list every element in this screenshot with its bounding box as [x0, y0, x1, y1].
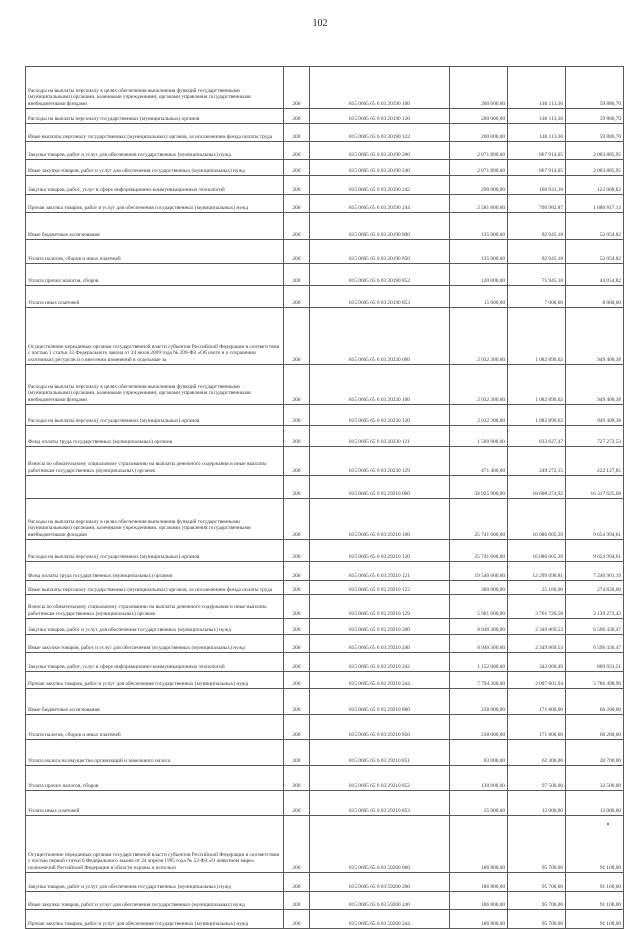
approved-amount-cell: 186 800,00 — [450, 892, 508, 910]
executed-amount-cell: 2 349 869,53 — [508, 619, 566, 635]
expense-name-cell: Осуществление переданных органам государственной власти субъектов Российской Федерации в соответствии с частью первой статьи 6 Федерального закона от 24 апреля 1995 года № 52-ФЗ «О животном мире» полномочий Российской Федерации в области охраны и использо — [26, 816, 284, 873]
unexecuted-amount-cell: 13 000,00 — [566, 791, 624, 816]
unexecuted-amount-cell: 949 400,38 — [566, 308, 624, 365]
executed-amount-cell: 2 349 869,53 — [508, 635, 566, 653]
line-code-cell: 200 — [284, 562, 310, 581]
expense-name-cell: Прочая закупка товаров, работ и услуг для обеспечения государственных (муниципальных) нужд — [26, 672, 284, 689]
executed-amount-cell: 7 000,00 — [508, 286, 566, 308]
unexecuted-amount-cell: 6 596 430,47 — [566, 619, 624, 635]
line-code-cell: 200 — [284, 264, 310, 286]
budget-classification-code-cell: 815 0605 65 6 03 20190 240 — [310, 160, 450, 176]
unexecuted-amount-cell: 59 886,70 — [566, 109, 624, 124]
budget-classification-code-cell: 815 0605 65 6 03 29210 800 — [310, 689, 450, 715]
budget-classification-code-cell: 815 0605 65 6 03 29210 200 — [310, 619, 450, 635]
expense-name-cell: Иные выплаты персоналу государственных (муниципальных) органов, за исключением фонда оплаты труда — [26, 124, 284, 142]
unexecuted-amount-cell: 2 139 273,42 — [566, 595, 624, 619]
approved-amount-cell: 15 000,00 — [450, 286, 508, 308]
unexecuted-amount-cell: 809 931,51 — [566, 653, 624, 672]
table-row — [26, 653, 624, 672]
budget-classification-code-cell: 815 0605 65 6 03 29210 129 — [310, 595, 450, 619]
expense-name-cell: Закупка товаров, работ, услуг в сфере информационно-коммуникационных технологий — [26, 176, 284, 195]
table-row — [26, 791, 624, 816]
executed-amount-cell: 3 761 726,58 — [508, 595, 566, 619]
budget-classification-code-cell: 815 0605 65 6 03 59200 244 — [310, 910, 450, 929]
unexecuted-amount-cell: 123 068,82 — [566, 176, 624, 195]
table-row — [26, 635, 624, 653]
executed-amount-cell: 95 700,00 — [508, 910, 566, 929]
approved-amount-cell: 2 581 800,00 — [450, 195, 508, 213]
budget-classification-code-cell: 815 0605 65 6 03 29210 851 — [310, 740, 450, 766]
approved-amount-cell: 120 000,00 — [450, 264, 508, 286]
approved-amount-cell: 238 000,00 — [450, 689, 508, 715]
expense-name-cell: Прочая закупка товаров, работ и услуг для обеспечения государственных (муниципальных) нужд — [26, 195, 284, 213]
budget-classification-code-cell: 815 0605 65 6 03 29210 000 — [310, 476, 450, 499]
table-row — [26, 109, 624, 124]
line-code-cell: 200 — [284, 426, 310, 447]
table-row — [26, 426, 624, 447]
approved-amount-cell: 2 871 800,00 — [450, 160, 508, 176]
approved-amount-cell: 1 152 000,00 — [450, 653, 508, 672]
executed-amount-cell: 62 300,00 — [508, 740, 566, 766]
approved-amount-cell: 83 000,00 — [450, 740, 508, 766]
approved-amount-cell: 2 032 300,00 — [450, 365, 508, 405]
executed-amount-cell: 342 068,49 — [508, 653, 566, 672]
expense-name-cell: Осуществление переданных органам государственной власти субъектов Российской Федерации в соответствии с частью 1 статьи 33 Федерального закона от 24 июля 2009 года № 209-ФЗ «Об охоте и о сохранении охотничьих ресурсов и о внесении изменений в отдельные за — [26, 308, 284, 365]
approved-amount-cell: 2 871 800,00 — [450, 142, 508, 160]
expense-name-cell: Расходы на выплаты персоналу в целях обеспечения выполнения функций государственными (муниципальными) органами, казенными учреждениями, органами управления государственными внебюджетными фондами — [26, 499, 284, 540]
table-row — [26, 540, 624, 562]
table-row — [26, 499, 624, 540]
line-code-cell: 200 — [284, 910, 310, 929]
table-row — [26, 581, 624, 595]
approved-amount-cell: 8 946 300,00 — [450, 619, 508, 635]
executed-amount-cell: 140 113,30 — [508, 109, 566, 124]
expense-name-cell: Уплата прочих налогов, сборов — [26, 766, 284, 791]
table-row — [26, 240, 624, 264]
table-row — [26, 264, 624, 286]
budget-classification-code-cell: 815 0605 65 6 03 29210 852 — [310, 766, 450, 791]
unexecuted-amount-cell: 7 240 901,19 — [566, 562, 624, 581]
unexecuted-amount-cell: 2 003 885,95 — [566, 160, 624, 176]
expense-name-cell: Взносы по обязательному социальному страхованию на выплаты денежного содержания и иные выплаты работникам государственных (муниципальных) органов — [26, 447, 284, 476]
executed-amount-cell: 867 914,05 — [508, 160, 566, 176]
budget-classification-code-cell: 815 0605 65 6 03 20190 852 — [310, 264, 450, 286]
budget-classification-code-cell: 815 0605 65 6 03 29210 100 — [310, 499, 450, 540]
expense-name-cell: Уплата иных платежей — [26, 791, 284, 816]
expense-name-cell — [26, 476, 284, 499]
line-code-cell: 200 — [284, 176, 310, 195]
line-code-cell: 200 — [284, 595, 310, 619]
unexecuted-amount-cell: 66 200,00 — [566, 689, 624, 715]
table-row — [26, 619, 624, 635]
approved-amount-cell: 130 000,00 — [450, 766, 508, 791]
table-row — [26, 672, 624, 689]
line-code-cell: 200 — [284, 689, 310, 715]
expense-name-cell: Расходы на выплаты персоналу в целях обеспечения выполнения функций государственными (муниципальными) органами, казенными учреждениями, органами управления государственными внебюджетными фондами — [26, 365, 284, 405]
budget-classification-code-cell: 815 0605 65 6 03 20230 121 — [310, 426, 450, 447]
unexecuted-amount-cell: 5 786 498,96 — [566, 672, 624, 689]
table-row — [26, 595, 624, 619]
executed-amount-cell: 95 700,00 — [508, 873, 566, 892]
executed-amount-cell: 95 700,00 — [508, 816, 566, 873]
table-row — [26, 715, 624, 740]
unexecuted-amount-cell: 66 200,00 — [566, 715, 624, 740]
expense-name-cell: Иные закупки товаров, работ и услуг для обеспечения государственных (муниципальных) нужд — [26, 160, 284, 176]
expense-name-cell: Расходы на выплаты персоналу государственных (муниципальных) органов — [26, 109, 284, 124]
executed-amount-cell: 95 700,00 — [508, 892, 566, 910]
unexecuted-amount-cell: 274 820,00 — [566, 581, 624, 595]
approved-amount-cell: 200 000,00 — [450, 109, 508, 124]
line-code-cell: 200 — [284, 740, 310, 766]
approved-amount-cell: 5 901 000,00 — [450, 595, 508, 619]
unexecuted-amount-cell: 8 000,00 — [566, 286, 624, 308]
expense-name-cell: Расходы на выплаты персоналу государственных (муниципальных) органов — [26, 540, 284, 562]
table-row — [26, 816, 624, 873]
unexecuted-amount-cell: 91 100,00 — [566, 816, 624, 873]
executed-amount-cell: 2 007 801,04 — [508, 672, 566, 689]
unexecuted-amount-cell: 59 886,70 — [566, 67, 624, 109]
executed-amount-cell: 18 608 274,92 — [508, 476, 566, 499]
approved-amount-cell: 34 925 900,00 — [450, 476, 508, 499]
budget-classification-code-cell: 815 0605 65 6 03 20190 100 — [310, 67, 450, 109]
unexecuted-amount-cell: 59 886,70 — [566, 124, 624, 142]
table-row — [26, 476, 624, 499]
approved-amount-cell: 290 000,00 — [450, 176, 508, 195]
unexecuted-amount-cell: 1 880 817,13 — [566, 195, 624, 213]
unexecuted-amount-cell: 91 100,00 — [566, 910, 624, 929]
executed-amount-cell: 82 945,18 — [508, 240, 566, 264]
approved-amount-cell: 19 540 600,00 — [450, 562, 508, 581]
expense-name-cell: Уплата иных платежей — [26, 286, 284, 308]
expense-name-cell: Иные закупки товаров, работ и услуг для обеспечения государственных (муниципальных) нужд — [26, 635, 284, 653]
table-row — [26, 873, 624, 892]
line-code-cell: 200 — [284, 405, 310, 426]
expense-name-cell: Фонд оплаты труда государственных (муниципальных) органов — [26, 562, 284, 581]
table-row — [26, 67, 624, 109]
budget-classification-code-cell: 815 0605 65 6 03 20190 242 — [310, 176, 450, 195]
unexecuted-amount-cell: 9 654 994,61 — [566, 499, 624, 540]
expense-name-cell: Расходы на выплаты персоналу в целях обеспечения выполнения функций государственными (муниципальными) органами, казенными учреждениями, органами управления государственными внебюджетными фондами — [26, 67, 284, 109]
approved-amount-cell: 238 000,00 — [450, 715, 508, 740]
unexecuted-amount-cell: 20 700,00 — [566, 740, 624, 766]
expense-name-cell: Закупка товаров, работ и услуг для обеспечения государственных (муниципальных) нужд — [26, 873, 284, 892]
executed-amount-cell: 249 272,15 — [508, 447, 566, 476]
table-row — [26, 213, 624, 240]
line-code-cell: 200 — [284, 286, 310, 308]
table-row — [26, 160, 624, 176]
budget-classification-code-cell: 815 0605 65 6 03 59200 240 — [310, 892, 450, 910]
expense-name-cell: Закупка товаров, работ и услуг для обеспечения государственных (муниципальных) нужд — [26, 142, 284, 160]
approved-amount-cell: 186 800,00 — [450, 910, 508, 929]
approved-amount-cell: 186 800,00 — [450, 816, 508, 873]
unexecuted-amount-cell: 6 596 430,47 — [566, 635, 624, 653]
approved-amount-cell: 2 032 300,00 — [450, 405, 508, 426]
line-code-cell: 200 — [284, 447, 310, 476]
unexecuted-amount-cell: 949 400,38 — [566, 365, 624, 405]
budget-classification-code-cell: 815 0605 65 6 03 20190 200 — [310, 142, 450, 160]
budget-classification-code-cell: 815 0605 65 6 03 29210 244 — [310, 672, 450, 689]
unexecuted-amount-cell: 44 054,82 — [566, 264, 624, 286]
approved-amount-cell: 25 741 600,00 — [450, 499, 508, 540]
unexecuted-amount-cell: 222 127,85 — [566, 447, 624, 476]
unexecuted-amount-cell: 949 400,38 — [566, 405, 624, 426]
approved-amount-cell: 2 032 300,00 — [450, 308, 508, 365]
line-code-cell: 200 — [284, 816, 310, 873]
budget-classification-code-cell: 815 0605 65 6 03 20190 120 — [310, 109, 450, 124]
approved-amount-cell: 135 000,00 — [450, 240, 508, 264]
budget-classification-code-cell: 815 0605 65 6 03 29210 122 — [310, 581, 450, 595]
line-code-cell: 200 — [284, 365, 310, 405]
line-code-cell: 200 — [284, 540, 310, 562]
line-code-cell: 200 — [284, 160, 310, 176]
budget-execution-table — [25, 66, 624, 929]
line-code-cell: 200 — [284, 142, 310, 160]
executed-amount-cell: 1 082 899,62 — [508, 365, 566, 405]
table-row — [26, 910, 624, 929]
budget-classification-code-cell: 815 0605 65 6 03 20190 244 — [310, 195, 450, 213]
budget-classification-code-cell: 815 0605 65 6 03 20230 000 — [310, 308, 450, 365]
approved-amount-cell: 135 000,00 — [450, 213, 508, 240]
line-code-cell: 200 — [284, 635, 310, 653]
expense-name-cell: Взносы по обязательному социальному страхованию на выплаты денежного содержания и иные выплаты работникам государственных (муниципальных) органов — [26, 595, 284, 619]
table-row — [26, 689, 624, 715]
executed-amount-cell: 1 082 899,62 — [508, 308, 566, 365]
expense-name-cell: Фонд оплаты труда государственных (муниципальных) органов — [26, 426, 284, 447]
expense-name-cell: Иные бюджетные ассигнования — [26, 689, 284, 715]
unexecuted-amount-cell: 9 654 994,61 — [566, 540, 624, 562]
executed-amount-cell: 700 982,87 — [508, 195, 566, 213]
table-row — [26, 176, 624, 195]
line-code-cell: 200 — [284, 619, 310, 635]
line-code-cell: 200 — [284, 873, 310, 892]
unexecuted-amount-cell: 16 317 625,08 — [566, 476, 624, 499]
table-row — [26, 740, 624, 766]
expense-name-cell: Уплата налога на имущество организаций и земельного налога — [26, 740, 284, 766]
budget-classification-code-cell: 815 0605 65 6 03 29210 850 — [310, 715, 450, 740]
table-row — [26, 562, 624, 581]
executed-amount-cell: 12 299 698,81 — [508, 562, 566, 581]
approved-amount-cell: 471 400,00 — [450, 447, 508, 476]
budget-classification-code-cell: 815 0605 65 6 03 29210 853 — [310, 791, 450, 816]
approved-amount-cell: 1 560 900,00 — [450, 426, 508, 447]
budget-classification-code-cell: 815 0605 65 6 03 59200 000 — [310, 816, 450, 873]
executed-amount-cell: 867 914,05 — [508, 142, 566, 160]
line-code-cell: 200 — [284, 672, 310, 689]
executed-amount-cell: 1 082 899,62 — [508, 405, 566, 426]
table-row — [26, 766, 624, 791]
line-code-cell: 200 — [284, 791, 310, 816]
unexecuted-amount-cell: 727 272,53 — [566, 426, 624, 447]
budget-classification-code-cell: 815 0605 65 6 03 20190 800 — [310, 213, 450, 240]
expense-name-cell: Прочая закупка товаров, работ и услуг для обеспечения государственных (муниципальных) нужд — [26, 910, 284, 929]
line-code-cell: 200 — [284, 67, 310, 109]
table-row — [26, 308, 624, 365]
table-row — [26, 365, 624, 405]
line-code-cell: 200 — [284, 581, 310, 595]
table-row — [26, 195, 624, 213]
scan-speck — [607, 823, 609, 825]
budget-classification-code-cell: 815 0605 65 6 03 20230 120 — [310, 405, 450, 426]
unexecuted-amount-cell: 52 054,82 — [566, 240, 624, 264]
budget-classification-code-cell: 815 0605 65 6 03 29210 121 — [310, 562, 450, 581]
approved-amount-cell: 7 794 300,00 — [450, 672, 508, 689]
line-code-cell: 200 — [284, 766, 310, 791]
budget-classification-code-cell: 815 0605 65 6 03 59200 200 — [310, 873, 450, 892]
executed-amount-cell: 12 000,00 — [508, 791, 566, 816]
budget-classification-code-cell: 815 0605 65 6 03 20230 100 — [310, 365, 450, 405]
line-code-cell: 200 — [284, 715, 310, 740]
line-code-cell: 200 — [284, 308, 310, 365]
expense-name-cell: Иные бюджетные ассигнования — [26, 213, 284, 240]
expense-name-cell: Закупка товаров, работ и услуг для обеспечения государственных (муниципальных) нужд — [26, 619, 284, 635]
approved-amount-cell: 200 000,00 — [450, 124, 508, 142]
unexecuted-amount-cell: 32 500,00 — [566, 766, 624, 791]
line-code-cell: 200 — [284, 476, 310, 499]
approved-amount-cell: 25 000,00 — [450, 791, 508, 816]
unexecuted-amount-cell: 91 100,00 — [566, 892, 624, 910]
executed-amount-cell: 16 086 605,39 — [508, 499, 566, 540]
executed-amount-cell: 171 800,00 — [508, 689, 566, 715]
executed-amount-cell: 75 945,18 — [508, 264, 566, 286]
executed-amount-cell: 833 627,47 — [508, 426, 566, 447]
line-code-cell: 200 — [284, 124, 310, 142]
executed-amount-cell: 82 945,18 — [508, 213, 566, 240]
budget-classification-code-cell: 815 0605 65 6 03 29210 120 — [310, 540, 450, 562]
table-row — [26, 286, 624, 308]
table-row — [26, 447, 624, 476]
executed-amount-cell: 140 113,30 — [508, 124, 566, 142]
executed-amount-cell: 97 500,00 — [508, 766, 566, 791]
table-row — [26, 892, 624, 910]
line-code-cell: 200 — [284, 499, 310, 540]
expense-name-cell: Расходы на выплаты персоналу государственных (муниципальных) органов — [26, 405, 284, 426]
budget-classification-code-cell: 815 0605 65 6 03 20190 853 — [310, 286, 450, 308]
budget-classification-code-cell: 815 0605 65 6 03 20190 850 — [310, 240, 450, 264]
budget-classification-code-cell: 815 0605 65 6 03 29210 240 — [310, 635, 450, 653]
expense-name-cell: Уплата налогов, сборов и иных платежей — [26, 240, 284, 264]
line-code-cell: 200 — [284, 892, 310, 910]
table-row — [26, 124, 624, 142]
executed-amount-cell: 16 086 605,39 — [508, 540, 566, 562]
line-code-cell: 200 — [284, 213, 310, 240]
approved-amount-cell: 8 946 300,00 — [450, 635, 508, 653]
executed-amount-cell: 25 180,00 — [508, 581, 566, 595]
expense-name-cell: Уплата налогов, сборов и иных платежей — [26, 715, 284, 740]
line-code-cell: 200 — [284, 653, 310, 672]
unexecuted-amount-cell: 2 003 885,95 — [566, 142, 624, 160]
approved-amount-cell: 200 000,00 — [450, 67, 508, 109]
approved-amount-cell: 186 800,00 — [450, 873, 508, 892]
table-body — [26, 67, 624, 929]
expense-name-cell: Иные закупки товаров, работ и услуг для обеспечения государственных (муниципальных) нужд — [26, 892, 284, 910]
line-code-cell: 200 — [284, 240, 310, 264]
table-row — [26, 142, 624, 160]
budget-classification-code-cell: 815 0605 65 6 03 20230 129 — [310, 447, 450, 476]
executed-amount-cell: 171 800,00 — [508, 715, 566, 740]
approved-amount-cell: 25 741 600,00 — [450, 540, 508, 562]
executed-amount-cell: 140 113,30 — [508, 67, 566, 109]
unexecuted-amount-cell: 52 054,82 — [566, 213, 624, 240]
table-row — [26, 405, 624, 426]
expense-name-cell: Закупка товаров, работ, услуг в сфере информационно-коммуникационных технологий — [26, 653, 284, 672]
approved-amount-cell: 300 000,00 — [450, 581, 508, 595]
expense-name-cell: Иные выплаты персоналу государственных (муниципальных) органов, за исключением фонда оплаты труда — [26, 581, 284, 595]
budget-classification-code-cell: 815 0605 65 6 03 29210 242 — [310, 653, 450, 672]
expense-name-cell: Уплата прочих налогов, сборов — [26, 264, 284, 286]
line-code-cell: 200 — [284, 109, 310, 124]
line-code-cell: 200 — [284, 195, 310, 213]
budget-classification-code-cell: 815 0605 65 6 03 20190 122 — [310, 124, 450, 142]
unexecuted-amount-cell: 91 100,00 — [566, 873, 624, 892]
page-number: 102 — [312, 18, 328, 29]
executed-amount-cell: 166 931,18 — [508, 176, 566, 195]
